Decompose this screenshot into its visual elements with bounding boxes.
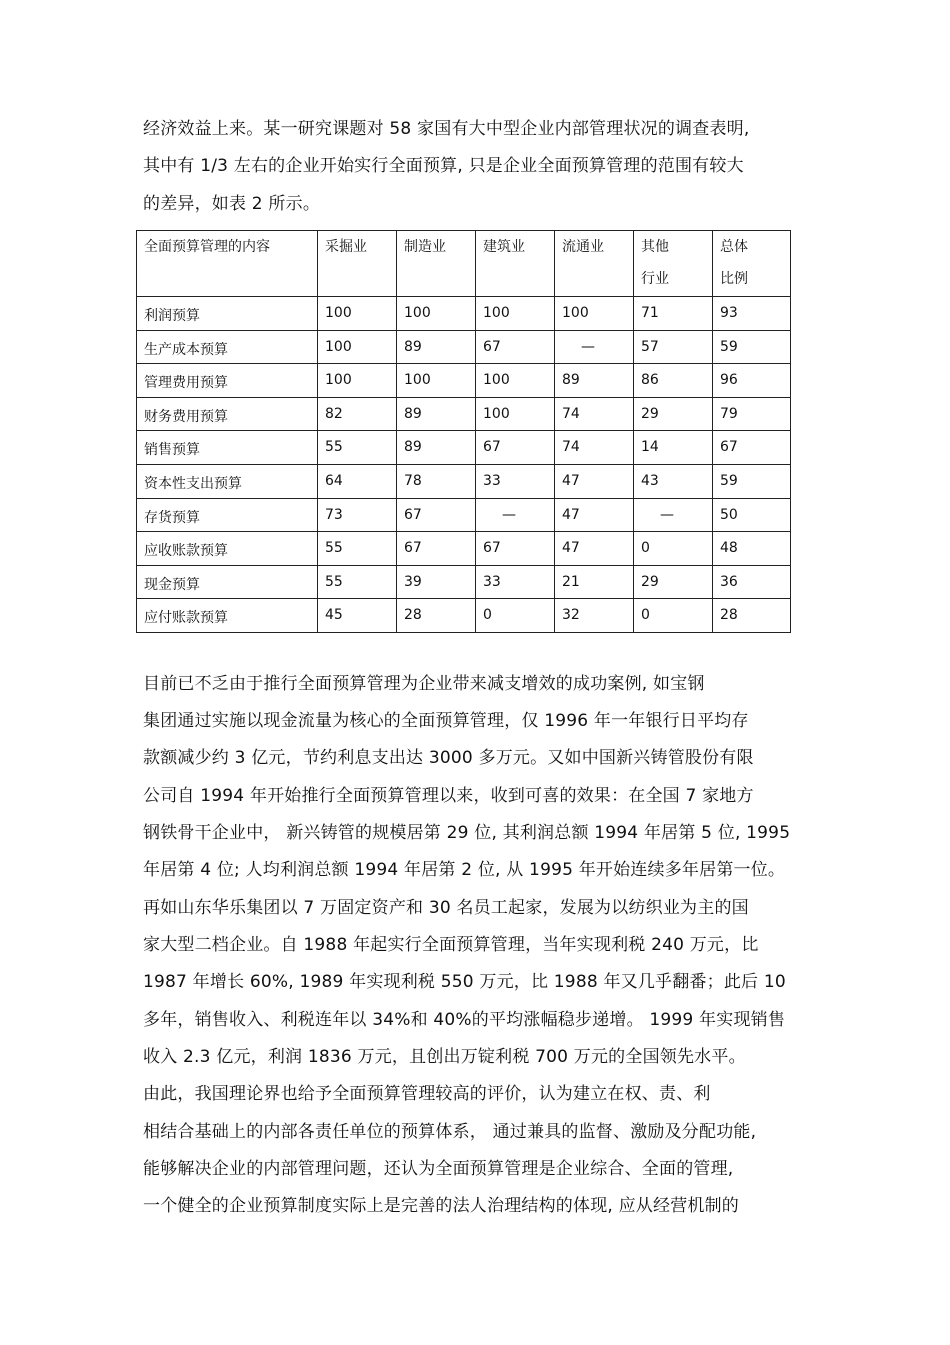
intro-line-1: 经济效益上来。某一研究课题对 58 家国有大中型企业内部管理状况的调查表明, (143, 119, 750, 139)
value-cell: 89 (555, 364, 634, 398)
table-row (137, 364, 791, 398)
value-cell: 0 (634, 532, 713, 566)
row-label-cell: 管理费用预算 (137, 364, 318, 398)
value-cell: 47 (555, 532, 634, 566)
value-cell: 64 (318, 464, 397, 498)
value-cell: 96 (713, 364, 791, 398)
value-cell: 0 (634, 599, 713, 633)
value-cell: 67 (713, 431, 791, 465)
value-cell: 78 (397, 464, 476, 498)
intro-line-3: 的差异，如表 2 所示。 (143, 194, 321, 214)
table-header-row (137, 231, 791, 297)
table-row (137, 297, 791, 331)
body-line-2: 集团通过实施以现金流量为核心的全面预算管理，仅 1996 年一年银行日平均存 (143, 711, 749, 731)
header-cell: 全面预算管理的内容 (137, 231, 318, 297)
body-line-12: 由此，我国理论界也给予全面预算管理较高的评价，认为建立在权、责、利 (143, 1084, 711, 1104)
value-cell: 74 (555, 397, 634, 431)
row-label-cell: 存货预算 (137, 498, 318, 532)
value-cell: 33 (476, 464, 555, 498)
value-cell: 36 (713, 565, 791, 599)
value-cell: 89 (397, 431, 476, 465)
value-cell: 39 (397, 565, 476, 599)
value-cell: 100 (476, 397, 555, 431)
value-cell: 73 (318, 498, 397, 532)
value-cell: 48 (713, 532, 791, 566)
table-row (137, 599, 791, 633)
value-cell: 74 (555, 431, 634, 465)
row-label-cell: 现金预算 (137, 565, 318, 599)
body-line-9: 1987 年增长 60%, 1989 年实现利税 550 万元，比 1988 年又几乎翻番；此后 10 (143, 972, 786, 992)
value-cell: 89 (397, 330, 476, 364)
value-cell: 93 (713, 297, 791, 331)
value-cell: 55 (318, 431, 397, 465)
value-cell: 67 (397, 498, 476, 532)
value-cell: 55 (318, 565, 397, 599)
value-cell: 28 (397, 599, 476, 633)
value-cell: 28 (713, 599, 791, 633)
body-line-11: 收入 2.3 亿元，利润 1836 万元，且创出万锭利税 700 万元的全国领先水平。 (143, 1047, 746, 1067)
value-cell: 100 (318, 297, 397, 331)
body-line-4: 公司自 1994 年开始推行全面预算管理以来，收到可喜的效果：在全国 7 家地方 (143, 786, 754, 806)
value-cell: 21 (555, 565, 634, 599)
intro-line-2: 其中有 1/3 左右的企业开始实行全面预算, 只是企业全面预算管理的范围有较大 (143, 156, 744, 176)
value-cell: 67 (476, 330, 555, 364)
table-row (137, 464, 791, 498)
value-cell: 47 (555, 498, 634, 532)
value-cell: 100 (397, 364, 476, 398)
body-line-10: 多年，销售收入、利税连年以 34%和 40%的平均涨幅稳步递增。 1999 年实现销售 (143, 1010, 786, 1030)
header-cell: 制造业 (397, 231, 476, 297)
value-cell: 0 (476, 599, 555, 633)
body-line-8: 家大型二档企业。自 1988 年起实行全面预算管理，当年实现利税 240 万元，比 (143, 935, 759, 955)
value-cell: 45 (318, 599, 397, 633)
header-cell: 总体 比例 (713, 231, 791, 297)
body-line-7: 再如山东华乐集团以 7 万固定资产和 30 名员工起家，发展为以纺织业为主的国 (143, 898, 749, 918)
row-label-cell: 应付账款预算 (137, 599, 318, 633)
value-cell: 57 (634, 330, 713, 364)
table-row (137, 397, 791, 431)
body-line-1: 目前已不乏由于推行全面预算管理为企业带来减支增效的成功案例, 如宝钢 (143, 674, 705, 694)
row-label-cell: 财务费用预算 (137, 397, 318, 431)
body-line-15: 一个健全的企业预算制度实际上是完善的法人治理结构的体现, 应从经营机制的 (143, 1196, 740, 1216)
body-line-13: 相结合基础上的内部各责任单位的预算体系， 通过兼具的监督、激励及分配功能, (143, 1122, 757, 1142)
value-cell: 47 (555, 464, 634, 498)
value-cell: 89 (397, 397, 476, 431)
value-cell: 100 (397, 297, 476, 331)
body-line-3: 款额减少约 3 亿元，节约利息支出达 3000 多万元。又如中国新兴铸管股份有限 (143, 748, 754, 768)
body-line-14: 能够解决企业的内部管理问题，还认为全面预算管理是企业综合、全面的管理, (143, 1159, 734, 1179)
value-cell: 55 (318, 532, 397, 566)
table-row (137, 330, 791, 364)
value-cell: 29 (634, 397, 713, 431)
value-cell: 67 (476, 532, 555, 566)
value-cell: 59 (713, 464, 791, 498)
body-line-5: 钢铁骨干企业中， 新兴铸管的规模居第 29 位, 其利润总额 1994 年居第 5 位, 1995 (143, 823, 791, 843)
value-cell: 100 (476, 364, 555, 398)
value-cell: 100 (318, 330, 397, 364)
value-cell: 59 (713, 330, 791, 364)
value-cell: 71 (634, 297, 713, 331)
value-cell: 100 (476, 297, 555, 331)
value-cell: 43 (634, 464, 713, 498)
value-cell: 29 (634, 565, 713, 599)
table-row (137, 498, 791, 532)
value-cell: 14 (634, 431, 713, 465)
header-cell: 其他 行业 (634, 231, 713, 297)
header-cell: 采掘业 (318, 231, 397, 297)
body-line-6: 年居第 4 位; 人均利润总额 1994 年居第 2 位, 从 1995 年开始连续多年居第一位。 (143, 860, 786, 880)
value-cell: 67 (397, 532, 476, 566)
value-cell: 50 (713, 498, 791, 532)
row-label-cell: 资本性支出预算 (137, 464, 318, 498)
value-cell: 100 (318, 364, 397, 398)
value-cell: — (555, 330, 634, 364)
header-cell: 流通业 (555, 231, 634, 297)
value-cell: 79 (713, 397, 791, 431)
value-cell: 33 (476, 565, 555, 599)
row-label-cell: 销售预算 (137, 431, 318, 465)
value-cell: 86 (634, 364, 713, 398)
value-cell: 100 (555, 297, 634, 331)
table-row (137, 532, 791, 566)
table-row (137, 431, 791, 465)
header-cell: 建筑业 (476, 231, 555, 297)
row-label-cell: 应收账款预算 (137, 532, 318, 566)
row-label-cell: 利润预算 (137, 297, 318, 331)
row-label-cell: 生产成本预算 (137, 330, 318, 364)
budget-scope-table (136, 230, 791, 633)
value-cell: — (476, 498, 555, 532)
value-cell: 32 (555, 599, 634, 633)
table-row (137, 565, 791, 599)
value-cell: 82 (318, 397, 397, 431)
value-cell: — (634, 498, 713, 532)
value-cell: 67 (476, 431, 555, 465)
